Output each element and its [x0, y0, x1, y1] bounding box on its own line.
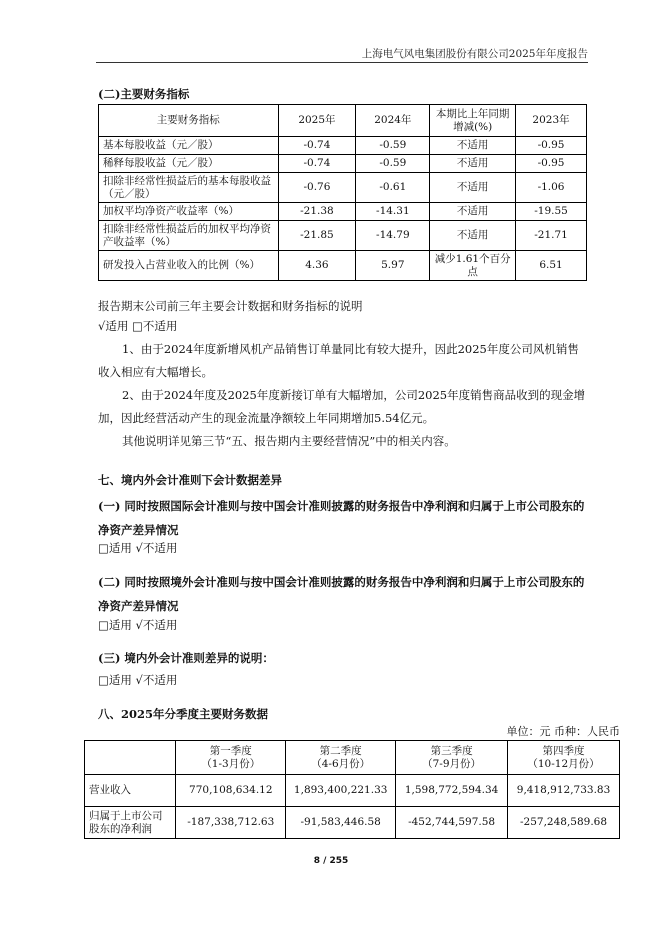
table-row — [99, 137, 587, 155]
table-cell: 770,108,634.12 — [176, 775, 286, 807]
table-row — [99, 155, 587, 173]
table-header-cell: 主要财务指标 — [99, 105, 279, 137]
subsection-title-explanation: (三) 境内外会计准则差异的说明： — [98, 651, 274, 665]
table-cell: -21.85 — [278, 221, 356, 251]
page-number: 8 / 255 — [313, 856, 349, 866]
table-cell: 1,893,400,221.33 — [286, 775, 396, 807]
table-cell: 不适用 — [430, 137, 516, 155]
table-cell: -19.55 — [516, 203, 587, 221]
table-header-row — [99, 105, 587, 137]
table-row — [85, 807, 620, 839]
table-cell: -0.95 — [516, 137, 587, 155]
header-divider — [96, 62, 588, 63]
table-cell: -0.59 — [356, 155, 430, 173]
table-header-cell: 2025年 — [278, 105, 356, 137]
table-cell: 1,598,772,594.34 — [396, 775, 508, 807]
table-cell: 不适用 — [430, 221, 516, 251]
table-cell: 归属于上市公司股东的净利润 — [85, 807, 176, 839]
table-cell: 减少1.61个百分点 — [430, 251, 516, 281]
table-header-cell: 第三季度 （7-9月份） — [396, 741, 508, 775]
table-cell: -0.61 — [356, 173, 430, 203]
table-cell: 稀释每股收益（元／股） — [99, 155, 279, 173]
table-cell: -0.95 — [516, 155, 587, 173]
table-cell: -14.79 — [356, 221, 430, 251]
table-row — [99, 251, 587, 281]
table-cell: 不适用 — [430, 173, 516, 203]
table-cell: 不适用 — [430, 155, 516, 173]
table-row — [85, 775, 620, 807]
subsection-ifrs-applicability: □适用 √不适用 — [98, 541, 178, 555]
table-cell: -14.31 — [356, 203, 430, 221]
table-cell: -452,744,597.58 — [396, 807, 508, 839]
subsection-title-ifrs: (一) 同时按照国际会计准则与按中国会计准则披露的财务报告中净利润和归属于上市公司股东的净资产差异情况 — [98, 499, 585, 537]
note-title: 报告期末公司前三年主要会计数据和财务指标的说明 — [98, 299, 363, 313]
table-cell: 6.51 — [516, 251, 587, 281]
table-row — [99, 203, 587, 221]
subsection-title-overseas: (二) 同时按照境外会计准则与按中国会计准则披露的财务报告中净利润和归属于上市公司股东的净资产差异情况 — [98, 575, 585, 613]
table-header-cell: 第一季度 （1-3月份） — [176, 741, 286, 775]
subsection-overseas-applicability: □适用 √不适用 — [98, 618, 178, 632]
note-paragraph-1: 1、由于2024年度新增风机产品销售订单量同比有较大提升，因此2025年度公司风机销售收入相应有大幅增长。 — [98, 342, 579, 379]
table-cell: 4.36 — [278, 251, 356, 281]
table-cell: 不适用 — [430, 203, 516, 221]
section-title-gaap-differences: 七、境内外会计准则下会计数据差异 — [98, 473, 282, 487]
section-title-quarterly: 八、2025年分季度主要财务数据 — [98, 707, 269, 721]
table-cell: -187,338,712.63 — [176, 807, 286, 839]
financial-indicators-table — [98, 104, 587, 281]
table-cell: -21.38 — [278, 203, 356, 221]
unit-currency-note: 单位：元 币种：人民币 — [506, 725, 620, 738]
table-cell: 扣除非经常性损益后的基本每股收益（元／股） — [99, 173, 279, 203]
table-cell: 9,418,912,733.83 — [508, 775, 620, 807]
table-header-row — [85, 741, 620, 775]
table-header-cell: 2024年 — [356, 105, 430, 137]
table-header-cell: 本期比上年同期增减(%) — [430, 105, 516, 137]
note-paragraph-3: 其他说明详见第三节“五、报告期内主要经营情况”中的相关内容。 — [122, 434, 456, 448]
table-cell: 扣除非经常性损益后的加权平均净资产收益率（%） — [99, 221, 279, 251]
quarterly-data-table — [84, 740, 620, 839]
table-cell: 加权平均净资产收益率（%） — [99, 203, 279, 221]
table-cell: -1.06 — [516, 173, 587, 203]
table-cell: 基本每股收益（元／股） — [99, 137, 279, 155]
note-applicability: √适用 □不适用 — [98, 319, 178, 333]
table-cell: -0.74 — [278, 137, 356, 155]
table-header-cell: 第四季度 （10-12月份） — [508, 741, 620, 775]
table-cell: 研发投入占营业收入的比例（%） — [99, 251, 279, 281]
table-header-cell: 2023年 — [516, 105, 587, 137]
page-header: 上海电气风电集团股份有限公司2025年年度报告 — [361, 48, 588, 60]
table-cell: 营业收入 — [85, 775, 176, 807]
table-cell: -257,248,589.68 — [508, 807, 620, 839]
table-row — [99, 173, 587, 203]
table-cell: -21.71 — [516, 221, 587, 251]
table-row — [99, 221, 587, 251]
table-cell: 5.97 — [356, 251, 430, 281]
table-header-cell — [85, 741, 176, 775]
subsection-explanation-applicability: □适用 √不适用 — [98, 673, 178, 687]
table-cell: -0.74 — [278, 155, 356, 173]
note-paragraph-2: 2、由于2024年度及2025年度新接订单有大幅增加，公司2025年度销售商品收到的现金增加，因此经营活动产生的现金流量净额较上年同期增加5.54亿元。 — [98, 388, 586, 425]
table-header-cell: 第二季度 （4-6月份） — [286, 741, 396, 775]
table-cell: -0.59 — [356, 137, 430, 155]
section-title-financial-indicators: (二)主要财务指标 — [98, 87, 190, 101]
table-cell: -0.76 — [278, 173, 356, 203]
table-cell: -91,583,446.58 — [286, 807, 396, 839]
